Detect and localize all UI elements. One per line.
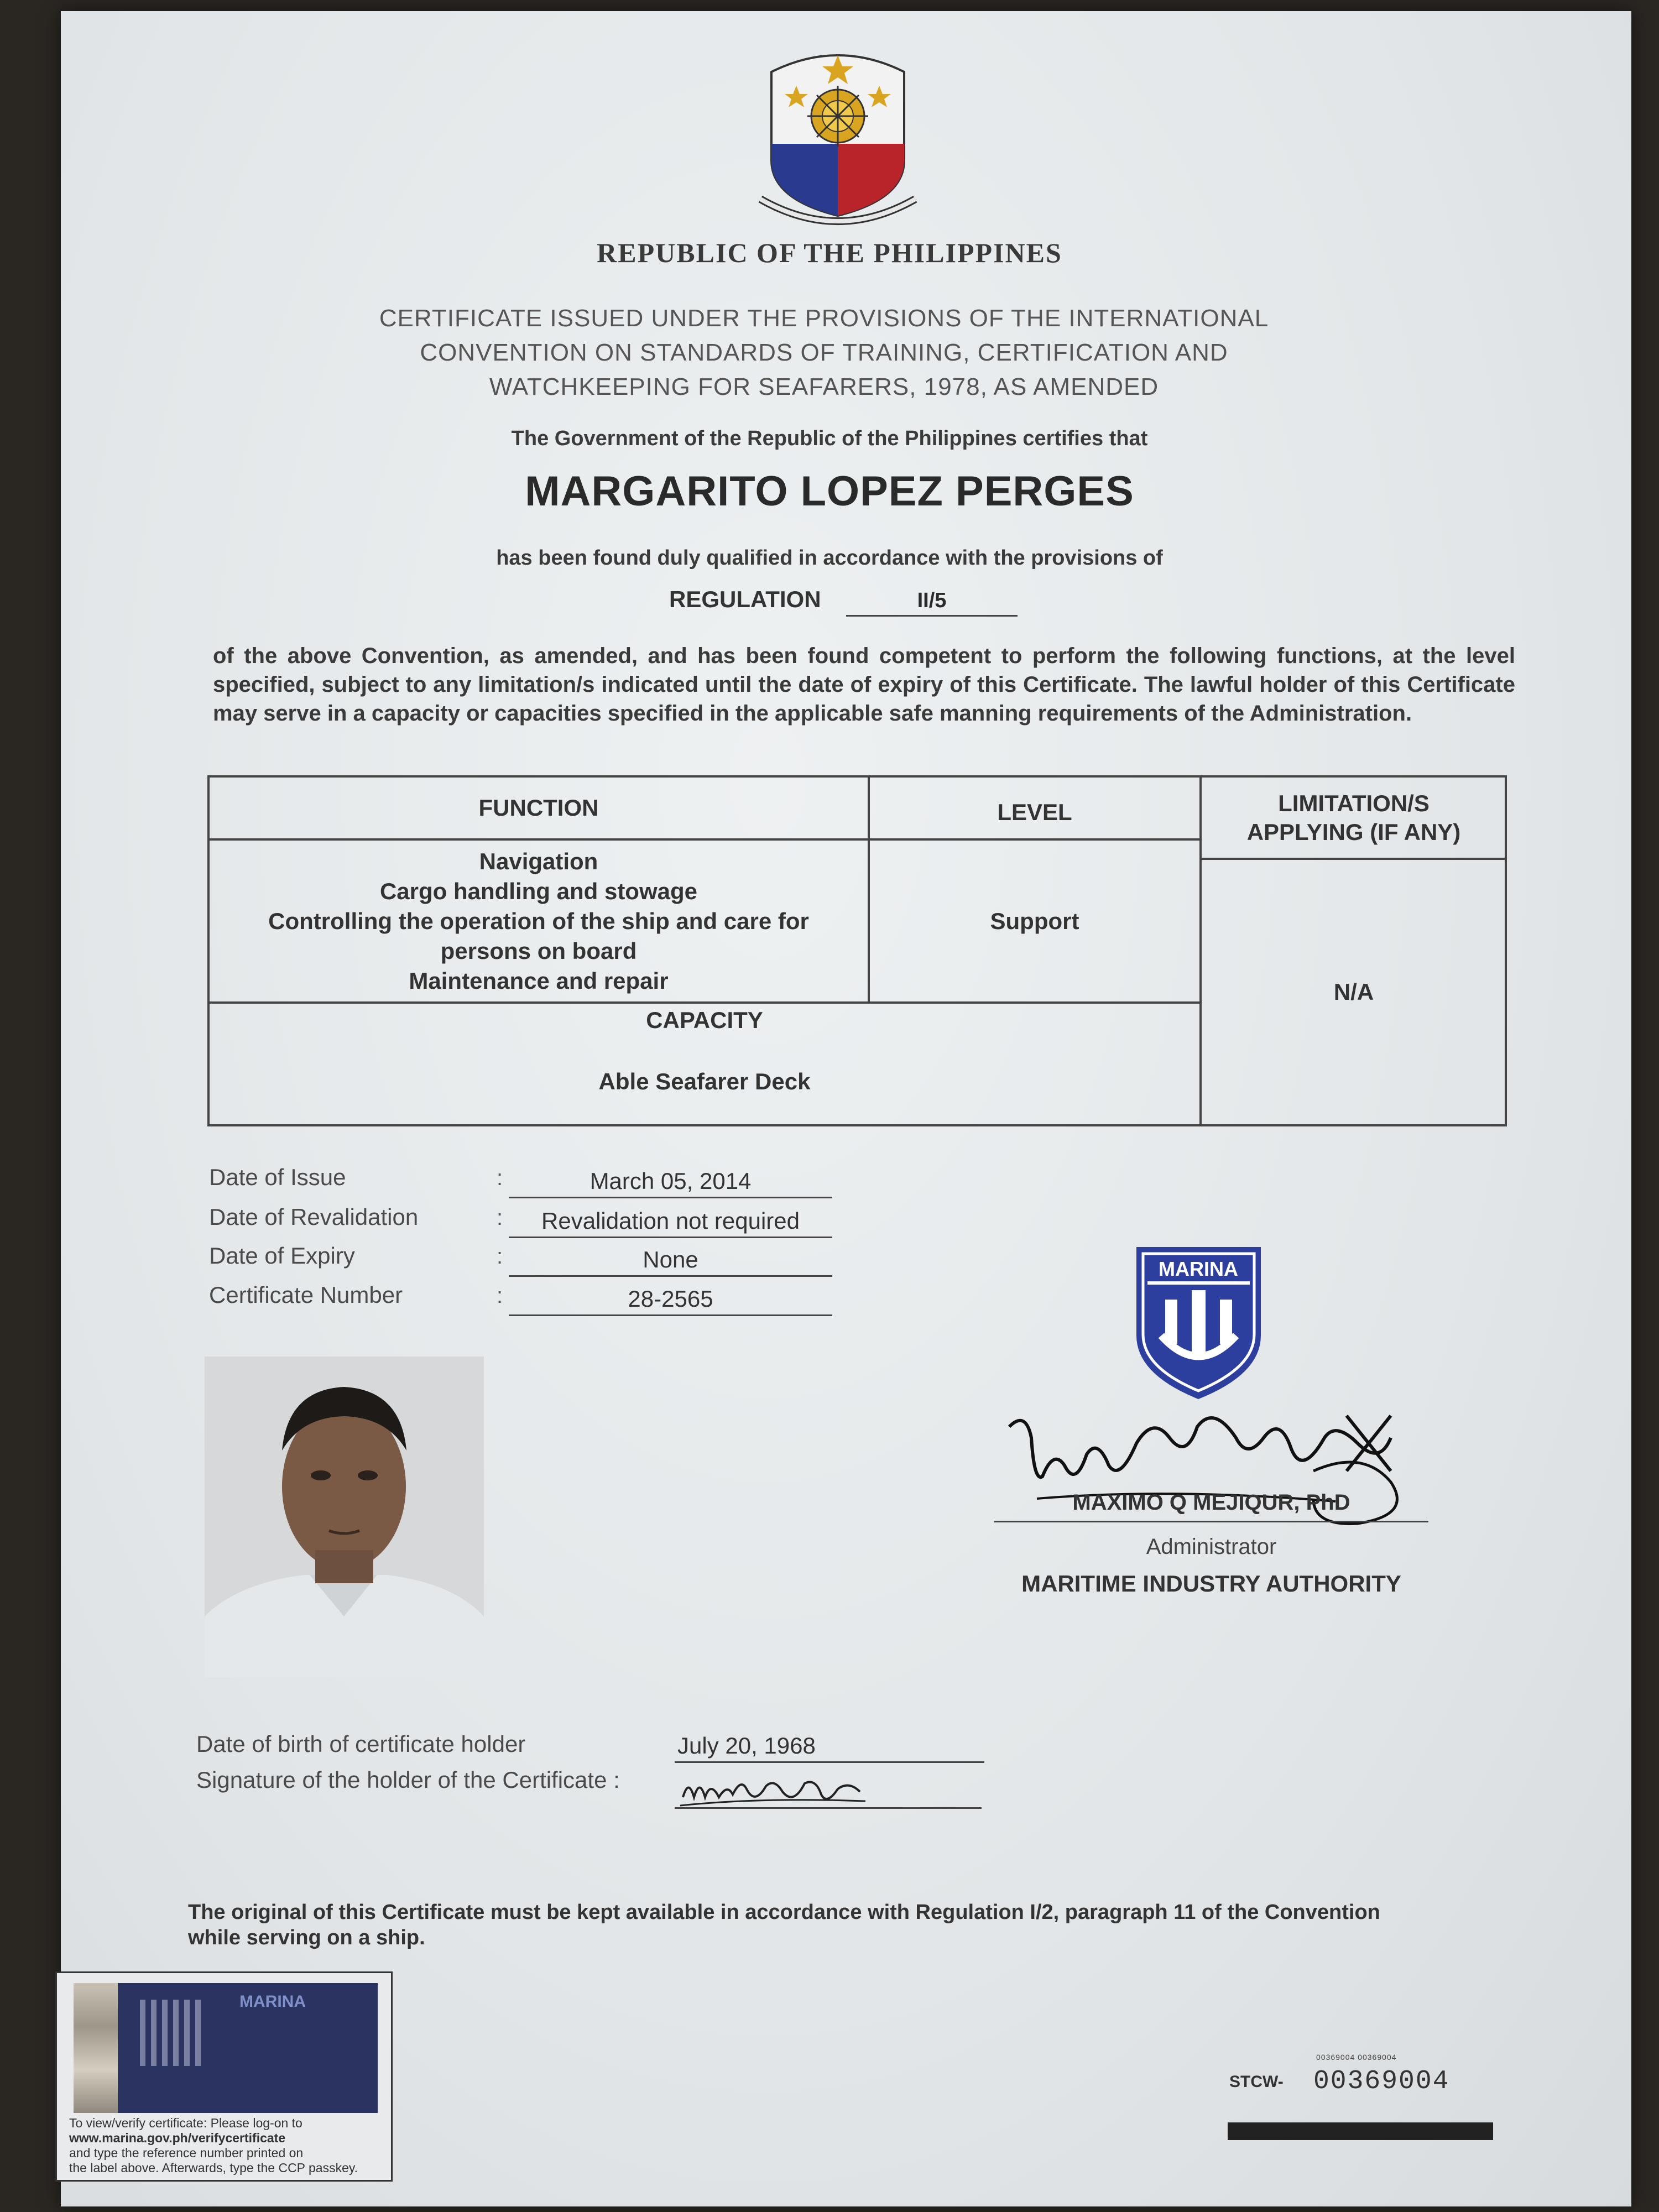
convention-line: CONVENTION ON STANDARDS OF TRAINING, CERTIFICATION AND — [420, 339, 1228, 366]
certificate-number-label: Certificate Number — [209, 1282, 403, 1308]
verify-line: the label above. Afterwards, type the CCP passkey. — [69, 2161, 358, 2175]
stcw-barcode-strip — [1228, 2122, 1493, 2140]
original-notice: The original of this Certificate must be kept available in accordance with Regulation I/2, paragraph 11 of the Convention while serving on a ship. — [188, 1901, 1380, 1949]
certificate-number-value: 28-2565 — [509, 1286, 832, 1316]
colon: : — [497, 1284, 503, 1308]
regulation-label: REGULATION — [669, 586, 821, 612]
hologram-strip — [74, 1983, 118, 2113]
administrator-name: MAXIMO Q MEJIQUR, PhD — [1072, 1490, 1350, 1515]
qualified-text: has been found duly qualified in accordance with the provisions of — [496, 546, 1163, 570]
function-item: Controlling the operation of the ship and care for persons on board — [268, 907, 809, 964]
date-of-expiry-label: Date of Expiry — [209, 1243, 355, 1269]
colon: : — [497, 1244, 503, 1269]
limitations-value: N/A — [1333, 979, 1374, 1005]
verify-url-link[interactable]: www.marina.gov.ph/verifycertificate — [69, 2131, 286, 2145]
qr-code-icon — [140, 2000, 206, 2066]
stcw-small-number: 00369004 00369004 — [1316, 2053, 1397, 2062]
function-header: FUNCTION — [478, 795, 599, 821]
holder-photo — [205, 1357, 484, 1677]
administrator-title: Administrator — [1146, 1535, 1277, 1559]
convention-line: CERTIFICATE ISSUED UNDER THE PROVISIONS OF THE INTERNATIONAL — [379, 305, 1269, 332]
marina-logo-text: MARINA — [1159, 1258, 1238, 1280]
level-header: LEVEL — [997, 799, 1072, 825]
date-of-issue-label: Date of Issue — [209, 1164, 346, 1190]
date-of-revalidation-label: Date of Revalidation — [209, 1204, 419, 1230]
signature-line — [994, 1521, 1428, 1522]
colon: : — [497, 1206, 503, 1230]
verify-line: and type the reference number printed on — [69, 2146, 304, 2160]
date-of-issue-value: March 05, 2014 — [509, 1168, 832, 1198]
function-item: Maintenance and repair — [409, 967, 669, 994]
holder-signature-label: Signature of the holder of the Certificate : — [196, 1767, 620, 1793]
limitations-header: LIMITATION/S APPLYING (IF ANY) — [1246, 790, 1461, 845]
regulation-value: II/5 — [846, 589, 1018, 617]
authority-name: MARITIME INDUSTRY AUTHORITY — [1021, 1571, 1401, 1597]
capacity-label: CAPACITY — [646, 1007, 763, 1033]
functions-list — [210, 841, 868, 1001]
functions-table — [207, 775, 1507, 1126]
stcw-prefix: STCW- — [1229, 2073, 1284, 2091]
date-of-expiry-value: None — [509, 1246, 832, 1277]
function-item: Cargo handling and stowage — [379, 878, 698, 904]
holder-name: MARGARITO LOPEZ PERGES — [525, 468, 1134, 515]
marina-logo-icon — [1131, 1241, 1266, 1402]
verify-line: To view/verify certificate: Please log-on to — [69, 2116, 302, 2130]
dob-label: Date of birth of certificate holder — [196, 1731, 526, 1757]
verification-instructions — [69, 2116, 384, 2176]
security-label — [74, 1983, 378, 2113]
date-of-revalidation-value: Revalidation not required — [509, 1208, 832, 1238]
capacity-value: Able Seafarer Deck — [598, 1068, 811, 1094]
holder-portrait-icon — [205, 1357, 484, 1677]
function-item: Navigation — [479, 848, 598, 874]
philippine-seal-icon — [749, 33, 926, 232]
dob-value: July 20, 1968 — [675, 1733, 984, 1763]
holder-signature — [677, 1767, 888, 1811]
convention-line: WATCHKEEPING FOR SEAFARERS, 1978, AS AMENDED — [489, 373, 1159, 400]
stcw-number: 00369004 — [1313, 2067, 1450, 2096]
certificate-body-text: of the above Convention, as amended, and has been found competent to perform the following functions, at the level specified, subject to any limitation/s indicated until the date of expiry of this Certificate. The lawful holder of this Certificate may serve in a capacity or capacities specified in the applicable safe manning requirements of the Administration. — [213, 644, 1515, 726]
verification-label-box — [55, 1971, 393, 2182]
colon: : — [497, 1166, 503, 1190]
convention-text — [310, 301, 1338, 404]
certifies-text: The Government of the Republic of the Philippines certifies that — [511, 427, 1148, 450]
level-value: Support — [990, 907, 1079, 934]
label-title: MARINA — [239, 1992, 306, 2011]
republic-heading: REPUBLIC OF THE PHILIPPINES — [597, 237, 1062, 268]
